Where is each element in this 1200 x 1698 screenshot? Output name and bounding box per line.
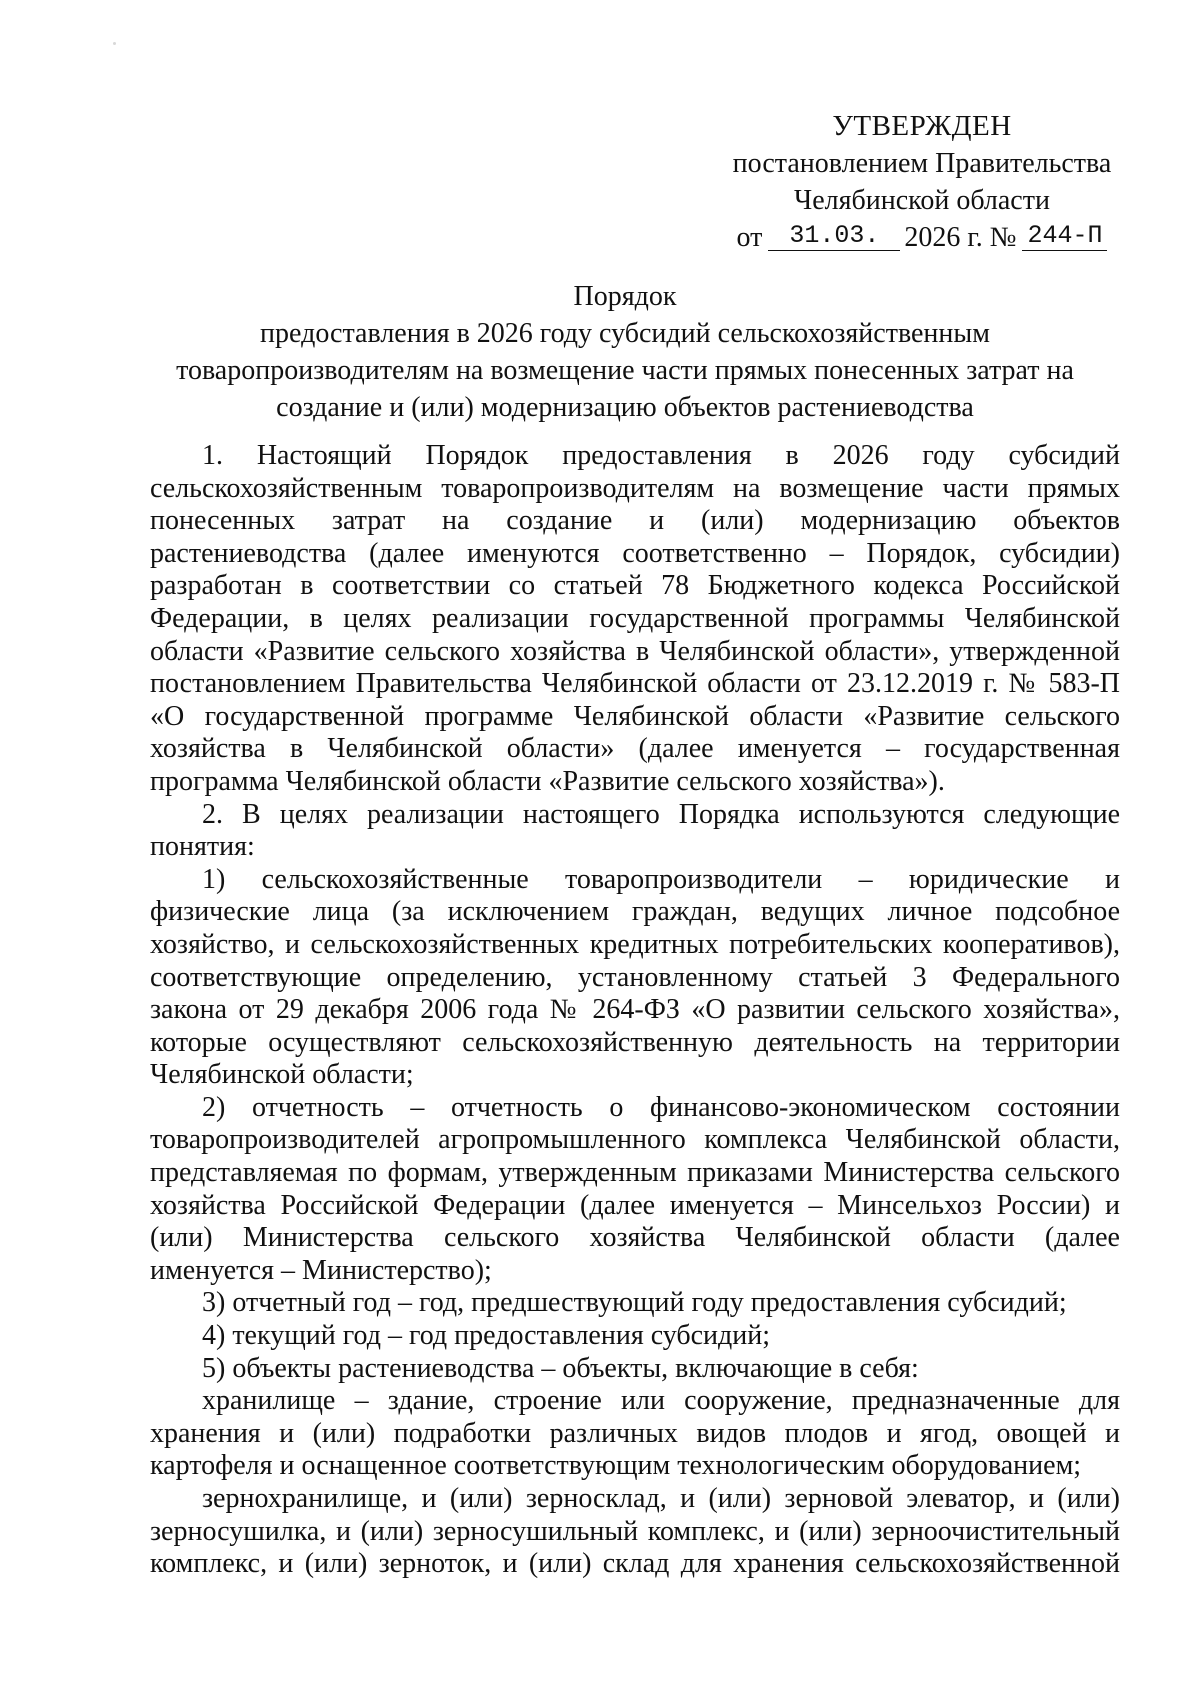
definition-4 (150, 1320, 1120, 1353)
heading-line-3: создание и (или) модернизацию объектов растениеводства (276, 392, 974, 423)
definition-3 (150, 1287, 1120, 1320)
d1-line: хозяйство, и сельскохозяйственных кредитных потребительских кооперативов), (150, 928, 1120, 960)
paragraph-2 (150, 799, 1120, 864)
heading-line-2: товаропроизводителям на возмещение части прямых понесенных затрат на (176, 355, 1074, 386)
decree-number-field: 244-П (1022, 222, 1107, 251)
d1-line: Челябинской области; (150, 1059, 414, 1091)
year-number-label: 2026 г. № (904, 222, 1017, 253)
d2-line: именуется – Министерство); (150, 1254, 492, 1286)
d2-line: товаропроизводителей агропромышленного комплекса Челябинской области, (150, 1124, 1120, 1156)
approval-line-1: постановлением Правительства (732, 148, 1112, 179)
approval-date-line (722, 219, 1122, 256)
document-heading (130, 278, 1120, 426)
d2-line: представляемая по формам, утвержденным приказами Министерства сельского (150, 1157, 1120, 1189)
definition-storage (150, 1385, 1120, 1483)
p1-line: 1. Настоящий Порядок предоставления в 2026 году субсидий (202, 440, 1120, 471)
definition-grain (150, 1483, 1120, 1581)
p1-line: «О государственной программе Челябинской области «Развитие сельского (150, 700, 1120, 732)
p1-line: хозяйства в Челябинской области» (далее именуется – государственная (150, 733, 1120, 765)
d2-line: хозяйства Российской Федерации (далее именуется – Минсельхоз России) и (150, 1189, 1120, 1221)
d4-line: 4) текущий год – год предоставления субсидий; (202, 1320, 771, 1352)
d5-line: 5) объекты растениеводства – объекты, включающие в себя: (202, 1352, 919, 1384)
p1-line: разработан в соответствии со статьей 78 Бюджетного кодекса Российской (150, 570, 1120, 602)
approval-stamp-block (722, 108, 1122, 256)
approval-title: УТВЕРЖДЕН (832, 110, 1012, 142)
d1-line: физические лица (за исключением граждан, ведущих личное подсобное (150, 896, 1120, 928)
p1-line: понесенных затрат на создание и (или) модернизацию объектов (150, 505, 1120, 537)
storage-line: хранения и (или) подработки различных видов плодов и ягод, овощей и (150, 1417, 1120, 1449)
storage-line: картофеля и оснащенное соответствующим технологическим оборудованием; (150, 1450, 1082, 1482)
p2-line: 2. В целях реализации настоящего Порядка используются следующие (202, 798, 1120, 830)
definition-2 (150, 1092, 1120, 1288)
grain-line: зерносушилка, и (или) зерносушильный комплекс, и (или) зерноочистительный (150, 1515, 1120, 1547)
date-field: 31.03. (768, 222, 900, 251)
d1-line: соответствующие определению, установленному статьей 3 Федерального (150, 961, 1120, 993)
d2-line: 2) отчетность – отчетность о финансово-экономическом состоянии (202, 1091, 1120, 1123)
p1-line: программа Челябинской области «Развитие сельского хозяйства»). (150, 765, 945, 797)
p1-line: постановлением Правительства Челябинской области от 23.12.2019 г. № 583-П (150, 668, 1120, 700)
p1-line: растениеводства (далее именуются соответственно – Порядок, субсидии) (150, 537, 1120, 569)
d1-line: 1) сельскохозяйственные товаропроизводители – юридические и (202, 863, 1120, 895)
scan-speck (113, 42, 116, 45)
heading-title: Порядок (573, 281, 677, 312)
document-body (150, 440, 1120, 1581)
heading-line-1: предоставления в 2026 году субсидий сельскохозяйственным (260, 318, 990, 349)
paragraph-1 (150, 440, 1120, 799)
p2-line: понятия: (150, 831, 255, 863)
definition-5 (150, 1353, 1120, 1386)
grain-line: комплекс, и (или) зерноток, и (или) склад для хранения сельскохозяйственной (150, 1548, 1120, 1580)
p1-line: области «Развитие сельского хозяйства в Челябинской области», утвержденной (150, 635, 1120, 667)
d1-line: которые осуществляют сельскохозяйственную деятельность на территории (150, 1026, 1120, 1058)
d3-line: 3) отчетный год – год, предшествующий году предоставления субсидий; (202, 1287, 1067, 1319)
grain-line: зернохранилище, и (или) зерносклад, и (или) зерновой элеватор, и (или) (202, 1483, 1120, 1514)
p1-line: сельскохозяйственным товаропроизводителям на возмещение части прямых (150, 472, 1120, 504)
p1-line: Федерации, в целях реализации государственной программы Челябинской (150, 602, 1120, 634)
d2-line: (или) Министерства сельского хозяйства Челябинской области (далее (150, 1222, 1120, 1254)
definition-1 (150, 864, 1120, 1092)
d1-line: закона от 29 декабря 2006 года № 264-ФЗ «О развитии сельского хозяйства», (150, 994, 1120, 1026)
date-prefix: от (736, 222, 763, 253)
approval-line-2: Челябинской области (794, 185, 1050, 216)
storage-line: хранилище – здание, строение или сооружение, предназначенные для (202, 1385, 1120, 1417)
